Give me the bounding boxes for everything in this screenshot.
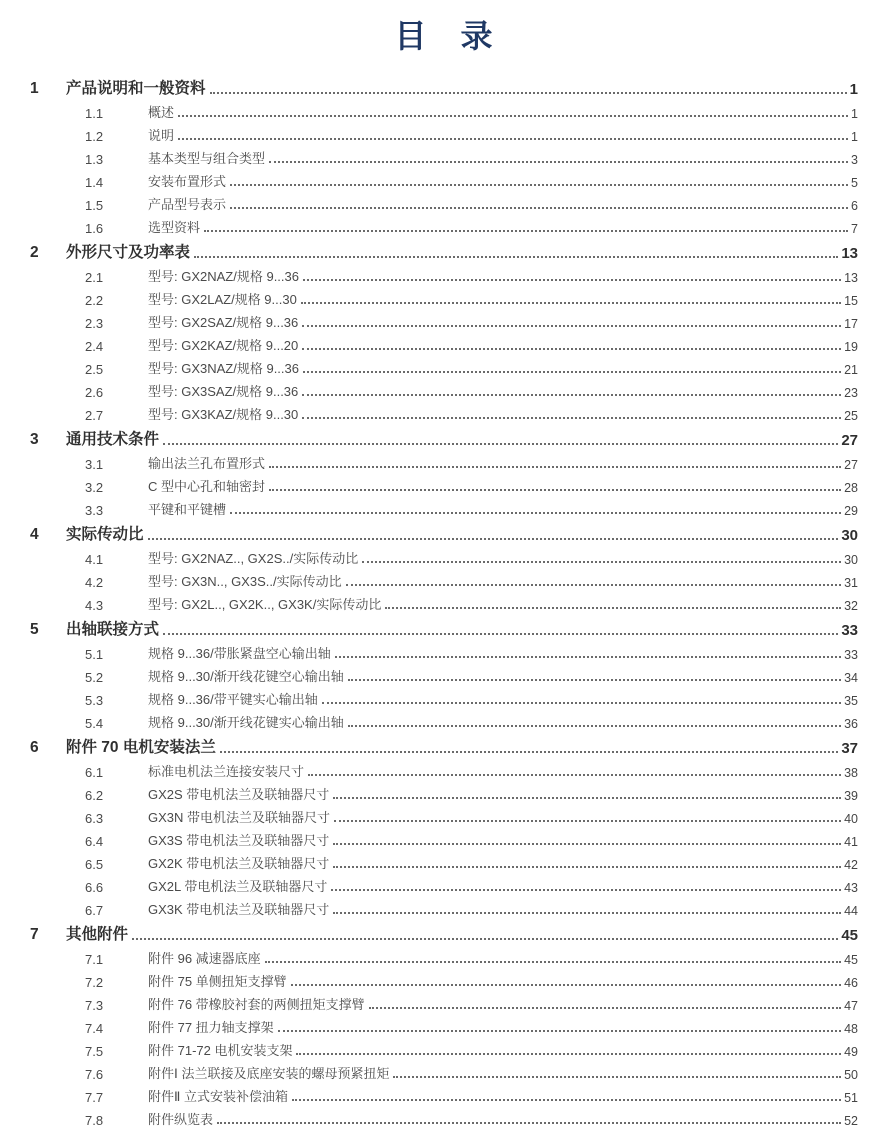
item-number: 2.3: [85, 316, 104, 331]
toc-item-row[interactable]: [30, 944, 858, 967]
toc-item-row[interactable]: [30, 144, 858, 167]
item-number: 2.4: [85, 339, 104, 354]
section-title: 附件 70 电机安装法兰: [66, 739, 216, 756]
toc-item-row[interactable]: [30, 285, 858, 308]
toc-item-row[interactable]: [30, 639, 858, 662]
toc-item-row[interactable]: [30, 590, 858, 613]
item-page-number: 45: [844, 953, 858, 967]
dotted-leader: [278, 1030, 841, 1032]
toc-item-row[interactable]: [30, 331, 858, 354]
item-number: 1.6: [85, 221, 104, 236]
section-title: 实际传动比: [66, 526, 144, 543]
dotted-leader: [217, 1122, 841, 1124]
item-page-number: 21: [844, 363, 858, 377]
item-title: 选型资料: [148, 220, 201, 235]
toc-item-row[interactable]: [30, 757, 858, 780]
item-page-number: 19: [844, 340, 858, 354]
toc-item-row[interactable]: [30, 826, 858, 849]
item-number: 7.4: [85, 1021, 104, 1036]
item-title: 规格 9...36/带平键实心输出轴: [148, 692, 318, 707]
item-title: 型号: GX2NAZ/规格 9...36: [148, 269, 299, 284]
dotted-leader: [296, 1053, 841, 1055]
toc-item-row[interactable]: [30, 1105, 858, 1128]
item-number: 3.1: [85, 457, 104, 472]
item-title: 附件 75 单侧扭矩支撑臂: [148, 974, 287, 989]
item-title: 型号: GX2NAZ.., GX2S../实际传动比: [148, 551, 359, 566]
item-page-number: 28: [844, 481, 858, 495]
toc-item-row[interactable]: [30, 1013, 858, 1036]
item-title: 型号: GX2LAZ/规格 9...30: [148, 292, 297, 307]
item-number: 5.1: [85, 647, 104, 662]
item-page-number: 3: [851, 153, 858, 167]
item-title: 型号: GX3SAZ/规格 9...36: [148, 384, 299, 399]
dotted-leader: [269, 489, 841, 491]
item-title: 附件 76 带橡胶衬套的两侧扭矩支撑臂: [148, 997, 365, 1012]
toc-item-row[interactable]: [30, 167, 858, 190]
section-page-number: 13: [841, 245, 858, 262]
dotted-leader: [335, 656, 841, 658]
item-page-number: 40: [844, 812, 858, 826]
page-title: 目 录: [394, 18, 494, 54]
dotted-leader: [302, 417, 841, 419]
toc-item-row[interactable]: [30, 1059, 858, 1082]
item-title: 产品型号表示: [148, 197, 227, 212]
item-title: 标准电机法兰连接安装尺寸: [148, 764, 305, 779]
dotted-leader: [301, 302, 841, 304]
item-page-number: 7: [851, 222, 858, 236]
toc-item-row[interactable]: [30, 544, 858, 567]
item-title: GX3N 带电机法兰及联轴器尺寸: [148, 810, 331, 825]
item-title: 型号: GX3N.., GX3S../实际传动比: [148, 574, 342, 589]
item-page-number: 13: [844, 271, 858, 285]
toc-item-row[interactable]: [30, 849, 858, 872]
item-page-number: 42: [844, 858, 858, 872]
toc-item-row[interactable]: [30, 895, 858, 918]
item-page-number: 51: [844, 1091, 858, 1105]
item-number: 7.6: [85, 1067, 104, 1082]
item-number: 5.2: [85, 670, 104, 685]
item-title: 规格 9...30/渐开线花键空心输出轴: [148, 669, 344, 684]
item-title: GX3S 带电机法兰及联轴器尺寸: [148, 833, 330, 848]
item-title: 规格 9...30/渐开线花键实心输出轴: [148, 715, 344, 730]
item-title: 基本类型与组合类型: [148, 151, 266, 166]
item-page-number: 44: [844, 904, 858, 918]
item-number: 4.1: [85, 552, 104, 567]
toc-item-row[interactable]: [30, 780, 858, 803]
item-number: 6.1: [85, 765, 104, 780]
item-number: 7.1: [85, 952, 104, 967]
item-number: 3.2: [85, 480, 104, 495]
section-page-number: 37: [841, 740, 858, 757]
dotted-leader: [385, 607, 841, 609]
toc-section-row[interactable]: [30, 236, 858, 262]
dotted-leader: [308, 774, 841, 776]
section-number: 2: [30, 244, 39, 261]
dotted-leader: [269, 466, 841, 468]
dotted-leader: [333, 912, 841, 914]
section-page-number: 45: [841, 927, 858, 944]
item-title: GX2L 带电机法兰及联轴器尺寸: [148, 879, 328, 894]
item-number: 1.4: [85, 175, 104, 190]
item-page-number: 30: [844, 553, 858, 567]
item-number: 1.3: [85, 152, 104, 167]
dotted-leader: [230, 512, 841, 514]
dotted-leader: [303, 279, 841, 281]
toc-item-row[interactable]: [30, 213, 858, 236]
toc-section-row[interactable]: [30, 731, 858, 757]
toc-item-row[interactable]: [30, 685, 858, 708]
dotted-leader: [269, 161, 848, 163]
section-page-number: 33: [841, 622, 858, 639]
toc-item-row[interactable]: [30, 377, 858, 400]
item-title: GX3K 带电机法兰及联轴器尺寸: [148, 902, 330, 917]
item-page-number: 31: [844, 576, 858, 590]
dotted-leader: [302, 325, 841, 327]
item-title: GX2K 带电机法兰及联轴器尺寸: [148, 856, 330, 871]
item-title: 型号: GX2L.., GX2K.., GX3K/实际传动比: [148, 597, 382, 612]
item-number: 5.4: [85, 716, 104, 731]
dotted-leader: [302, 348, 841, 350]
item-title: 规格 9...36/带胀紧盘空心输出轴: [148, 646, 331, 661]
toc-item-row[interactable]: [30, 662, 858, 685]
item-title: 说明: [148, 128, 175, 143]
toc-item-row[interactable]: [30, 449, 858, 472]
toc-section-row[interactable]: [30, 423, 858, 449]
item-number: 7.8: [85, 1113, 104, 1128]
section-page-number: 27: [841, 432, 858, 449]
item-page-number: 36: [844, 717, 858, 731]
item-number: 2.6: [85, 385, 104, 400]
item-number: 6.6: [85, 880, 104, 895]
dotted-leader: [348, 679, 841, 681]
dotted-leader: [148, 538, 839, 540]
toc-item-row[interactable]: [30, 567, 858, 590]
item-title: 型号: GX3NAZ/规格 9...36: [148, 361, 299, 376]
item-number: 2.1: [85, 270, 104, 285]
item-title: C 型中心孔和轴密封: [148, 479, 266, 494]
dotted-leader: [331, 889, 841, 891]
item-title: GX2S 带电机法兰及联轴器尺寸: [148, 787, 330, 802]
toc-item-row[interactable]: [30, 190, 858, 213]
dotted-leader: [333, 866, 841, 868]
item-page-number: 48: [844, 1022, 858, 1036]
toc-section-row[interactable]: [30, 918, 858, 944]
item-page-number: 43: [844, 881, 858, 895]
item-number: 2.7: [85, 408, 104, 423]
section-number: 1: [30, 80, 39, 97]
item-number: 2.5: [85, 362, 104, 377]
toc-item-row[interactable]: [30, 495, 858, 518]
dotted-leader: [346, 584, 842, 586]
toc-item-row[interactable]: [30, 98, 858, 121]
dotted-leader: [132, 938, 838, 940]
dotted-leader: [194, 256, 838, 258]
item-title: 安装布置形式: [148, 174, 227, 189]
item-page-number: 34: [844, 671, 858, 685]
item-page-number: 15: [844, 294, 858, 308]
dotted-leader: [333, 843, 841, 845]
toc-item-row[interactable]: [30, 472, 858, 495]
item-title: 型号: GX2KAZ/规格 9...20: [148, 338, 299, 353]
item-page-number: 1: [851, 130, 858, 144]
item-title: 平键和平键槽: [148, 502, 227, 517]
item-page-number: 49: [844, 1045, 858, 1059]
section-number: 5: [30, 621, 39, 638]
toc-item-row[interactable]: [30, 262, 858, 285]
dotted-leader: [204, 230, 848, 232]
item-page-number: 33: [844, 648, 858, 662]
section-number: 3: [30, 431, 39, 448]
dotted-leader: [178, 138, 848, 140]
item-page-number: 39: [844, 789, 858, 803]
dotted-leader: [292, 1099, 841, 1101]
toc-item-row[interactable]: [30, 1036, 858, 1059]
item-page-number: 25: [844, 409, 858, 423]
section-title: 其他附件: [66, 926, 129, 943]
item-number: 7.7: [85, 1090, 104, 1105]
item-title: 概述: [148, 105, 175, 120]
item-page-number: 47: [844, 999, 858, 1013]
item-page-number: 1: [851, 107, 858, 121]
item-number: 1.2: [85, 129, 104, 144]
section-page-number: 1: [849, 81, 858, 98]
dotted-leader: [178, 115, 848, 117]
item-title: 附件纵览表: [148, 1112, 214, 1127]
item-number: 5.3: [85, 693, 104, 708]
toc-list: [30, 72, 858, 1128]
item-number: 1.1: [85, 106, 104, 121]
item-page-number: 29: [844, 504, 858, 518]
dotted-leader: [369, 1007, 841, 1009]
section-title: 产品说明和一般资料: [66, 80, 206, 97]
item-number: 3.3: [85, 503, 104, 518]
item-page-number: 32: [844, 599, 858, 613]
item-number: 6.2: [85, 788, 104, 803]
dotted-leader: [265, 961, 841, 963]
item-page-number: 50: [844, 1068, 858, 1082]
item-page-number: 38: [844, 766, 858, 780]
dotted-leader: [230, 184, 848, 186]
dotted-leader: [334, 820, 841, 822]
item-number: 1.5: [85, 198, 104, 213]
item-title: 型号: GX2SAZ/规格 9...36: [148, 315, 299, 330]
toc-section-row[interactable]: [30, 518, 858, 544]
item-title: 型号: GX3KAZ/规格 9...30: [148, 407, 299, 422]
toc-item-row[interactable]: [30, 354, 858, 377]
toc-item-row[interactable]: [30, 990, 858, 1013]
dotted-leader: [393, 1076, 841, 1078]
toc-item-row[interactable]: [30, 1082, 858, 1105]
dotted-leader: [163, 443, 838, 445]
toc-item-row[interactable]: [30, 803, 858, 826]
dotted-leader: [348, 725, 841, 727]
section-page-number: 30: [841, 527, 858, 544]
section-title: 通用技术条件: [66, 431, 160, 448]
section-number: 4: [30, 526, 39, 543]
section-number: 7: [30, 926, 39, 943]
item-number: 7.2: [85, 975, 104, 990]
item-number: 7.3: [85, 998, 104, 1013]
item-page-number: 35: [844, 694, 858, 708]
item-number: 6.7: [85, 903, 104, 918]
item-page-number: 23: [844, 386, 858, 400]
dotted-leader: [163, 633, 838, 635]
toc-section-row[interactable]: [30, 72, 858, 98]
item-title: 附件Ⅱ 立式安装补偿油箱: [148, 1089, 289, 1104]
toc-item-row[interactable]: [30, 308, 858, 331]
section-title: 外形尺寸及功率表: [66, 244, 191, 261]
toc-item-row[interactable]: [30, 967, 858, 990]
item-number: 6.3: [85, 811, 104, 826]
item-number: 4.2: [85, 575, 104, 590]
item-title: 附件Ⅰ 法兰联接及底座安装的螺母预紧扭矩: [148, 1066, 390, 1081]
dotted-leader: [333, 797, 841, 799]
item-title: 输出法兰孔布置形式: [148, 456, 266, 471]
item-page-number: 6: [851, 199, 858, 213]
dotted-leader: [210, 92, 847, 94]
item-number: 2.2: [85, 293, 104, 308]
item-page-number: 17: [844, 317, 858, 331]
section-number: 6: [30, 739, 39, 756]
dotted-leader: [220, 751, 838, 753]
item-page-number: 41: [844, 835, 858, 849]
item-title: 附件 77 扭力轴支撑架: [148, 1020, 274, 1035]
item-number: 7.5: [85, 1044, 104, 1059]
toc-section-row[interactable]: [30, 613, 858, 639]
toc-item-row[interactable]: [30, 121, 858, 144]
dotted-leader: [322, 702, 841, 704]
dotted-leader: [291, 984, 841, 986]
dotted-leader: [302, 394, 841, 396]
item-number: 4.3: [85, 598, 104, 613]
dotted-leader: [362, 561, 841, 563]
toc-item-row[interactable]: [30, 708, 858, 731]
item-title: 附件 71-72 电机安装支架: [148, 1043, 293, 1058]
item-page-number: 52: [844, 1114, 858, 1128]
item-page-number: 5: [851, 176, 858, 190]
dotted-leader: [230, 207, 848, 209]
toc-item-row[interactable]: [30, 400, 858, 423]
toc-item-row[interactable]: [30, 872, 858, 895]
item-number: 6.4: [85, 834, 104, 849]
item-title: 附件 96 减速器底座: [148, 951, 261, 966]
item-page-number: 46: [844, 976, 858, 990]
section-title: 出轴联接方式: [66, 621, 160, 638]
dotted-leader: [303, 371, 841, 373]
item-number: 6.5: [85, 857, 104, 872]
item-page-number: 27: [844, 458, 858, 472]
